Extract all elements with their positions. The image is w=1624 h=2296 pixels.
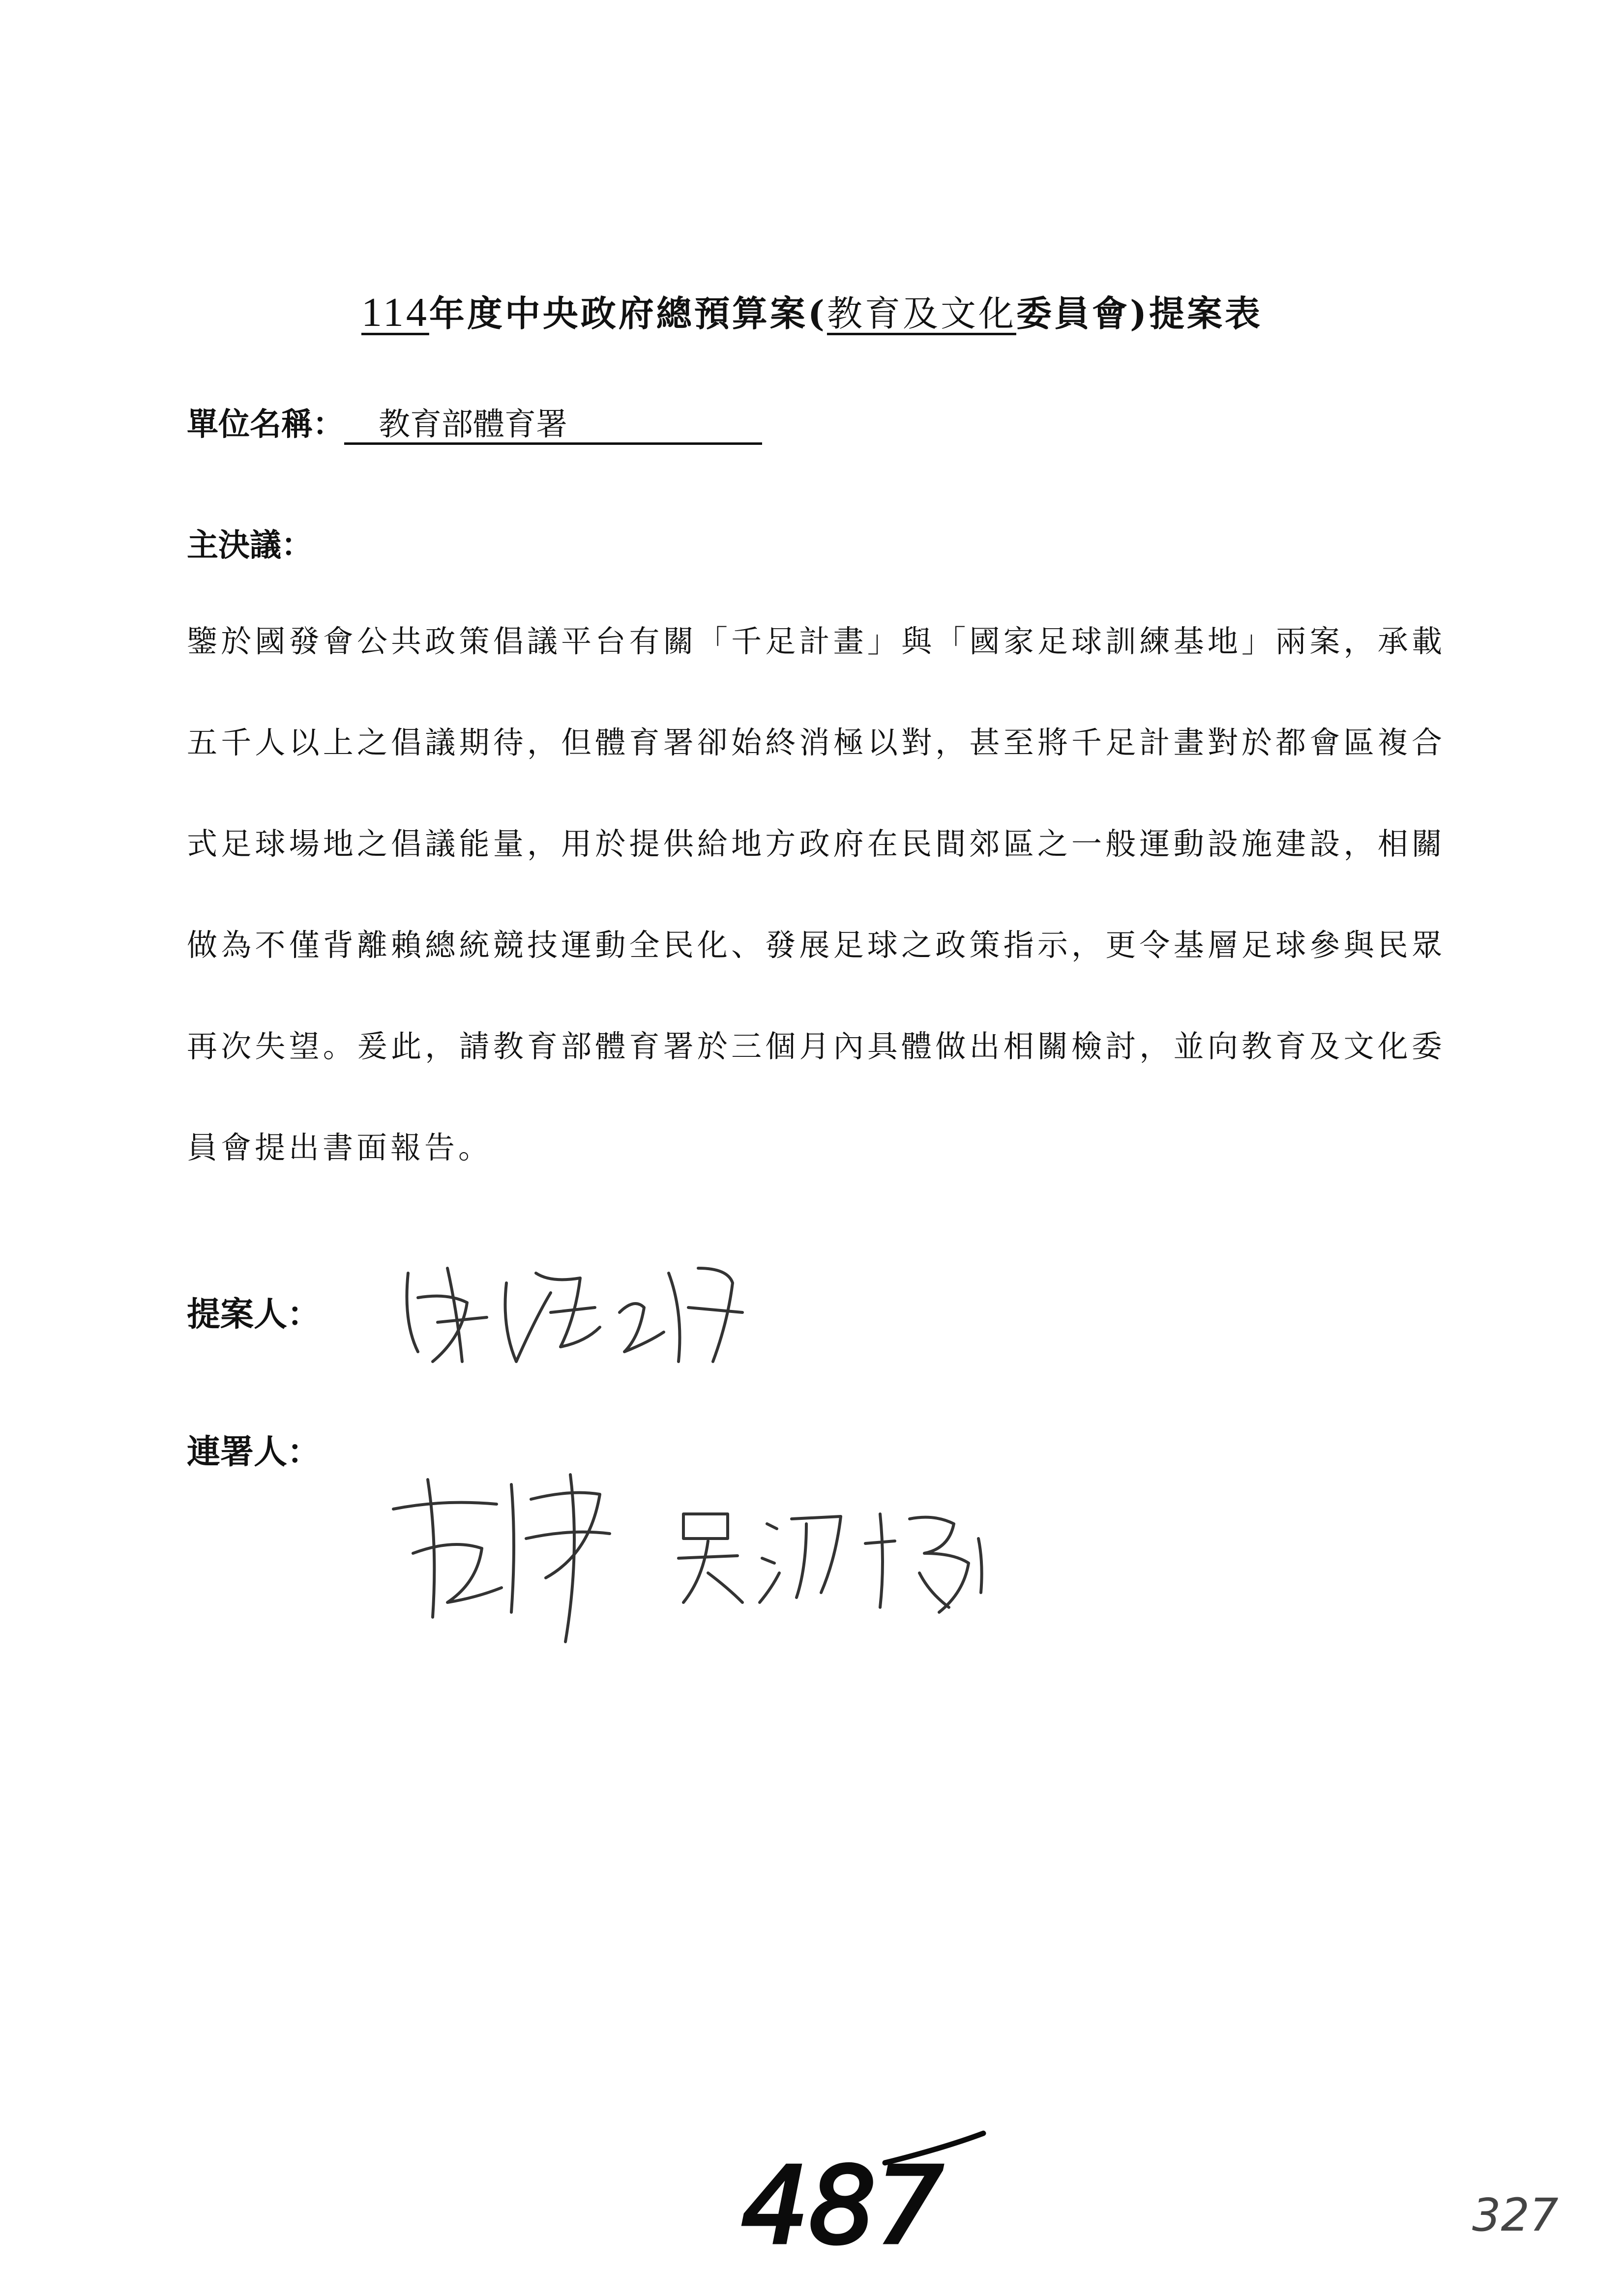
resolution-label: 主決議：	[187, 527, 313, 564]
title-committee: 教育及文化	[827, 293, 1016, 334]
handwritten-stamp-number	[738, 2128, 993, 2268]
unit-row	[187, 399, 762, 445]
title-part1: 年度中央政府總預算案(	[429, 292, 827, 334]
unit-label: 單位名稱：	[187, 406, 344, 443]
cosigner-signature-1	[384, 1455, 639, 1652]
title-part2: 委員會)提案表	[1016, 292, 1263, 334]
proposer-label: 提案人：	[187, 1295, 321, 1334]
stamp-number-text: 487	[741, 2144, 944, 2266]
title-year: 114	[361, 290, 429, 335]
handwritten-page-number	[1470, 2182, 1564, 2248]
page-number-text: 327	[1472, 2189, 1559, 2241]
document-title	[0, 285, 1624, 336]
cosigner-label: 連署人：	[187, 1432, 321, 1472]
cosigner-signature-2	[674, 1494, 998, 1622]
proposer-signature	[388, 1239, 762, 1386]
resolution-text: 鑒於國發會公共政策倡議平台有關「千足計畫」與「國家足球訓練基地」兩案，承載五千人以上之倡議期待，但體育署卻始終消極以對，甚至將千足計畫對於都會區複合式足球場地之倡議能量，用於提供給地方政府在民間郊區之一般運動設施建設，相關做為不僅背離賴總統競技運動全民化、發展足球之政策指示，更令基層足球參與民眾再次失望。爰此，請教育部體育署於三個月內具體做出相關檢討，並向教育及文化委員會提出書面報告。	[187, 623, 1446, 1165]
unit-value: 教育部體育署	[344, 407, 762, 445]
